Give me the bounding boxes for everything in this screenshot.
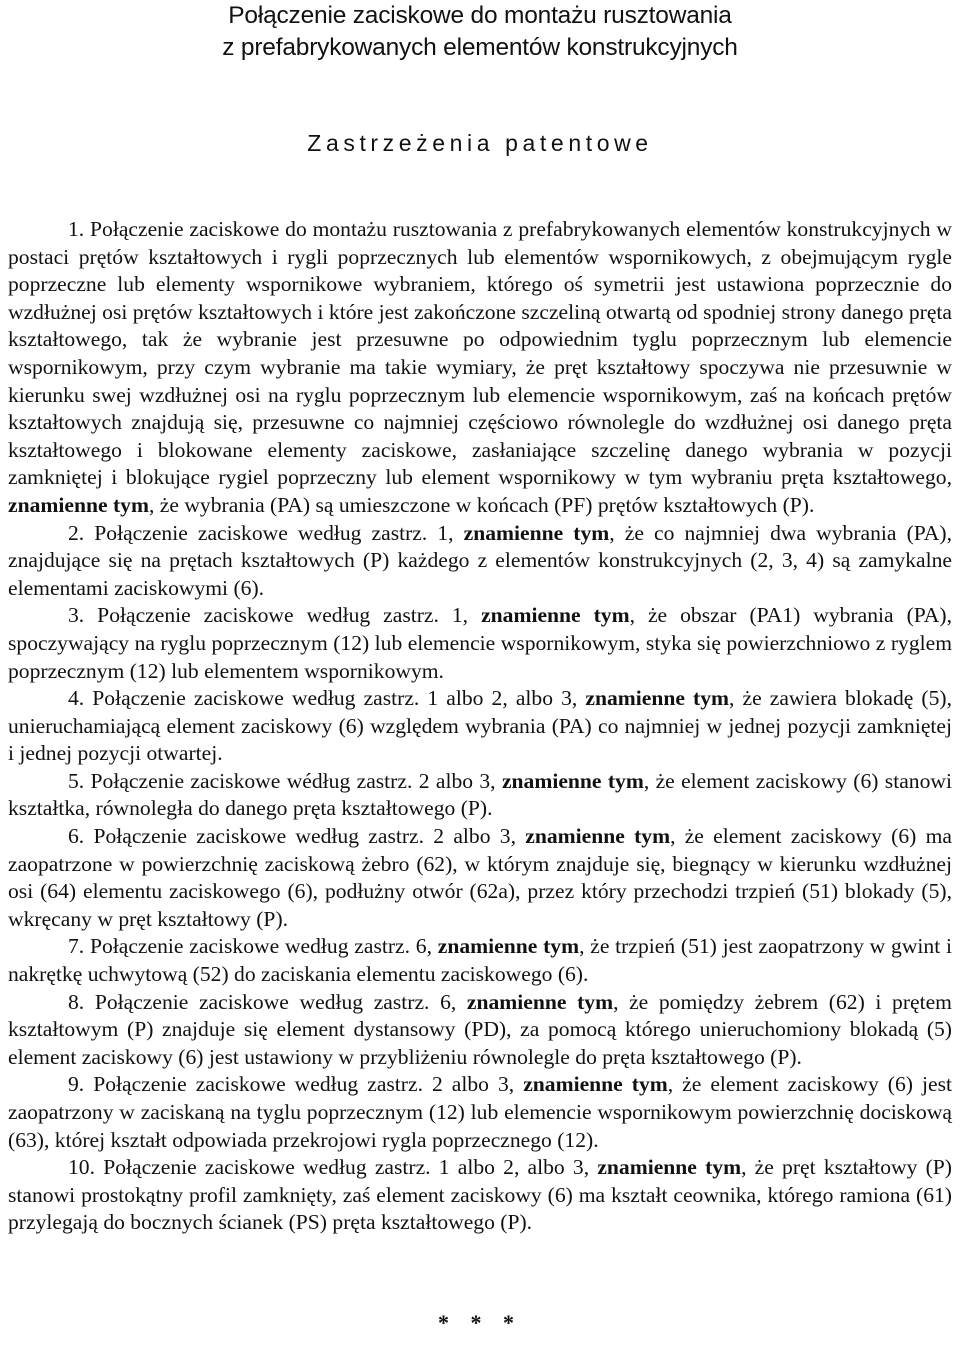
claim-7: 7. Połączenie zaciskowe według zastrz. 6, znamienne tym, że trzpień (51) jest zaopatrzony w gwint i nakrętkę uchwytową (52) do zaciskania elementu zaciskowego (6). [8,934,952,987]
claim-4: 4. Połączenie zaciskowe według zastrz. 1 albo 2, albo 3, znamienne tym, że zawiera blokadę (5), unieruchamiającą element zaciskowy (6) względem wybrania (PA) co najmniej w jednej pozycji zamkniętej i jednej pozycji otwartej. [8,686,952,766]
claims-list [8,216,952,1237]
document-title [0,0,960,64]
claim-10: 10. Połączenie zaciskowe według zastrz. 1 albo 2, albo 3, znamienne tym, że pręt kształtowy (P) stanowi prostokątny profil zamknięty, zaś element zaciskowy (6) ma kształt ceownika, którego ramiona (61) przylegają do bocznych ścianek (PS) pręta kształtowego (P). [8,1155,952,1235]
claim-8: 8. Połączenie zaciskowe według zastrz. 6, znamienne tym, że pomiędzy żebrem (62) i prętem kształtowym (P) znajduje się element dystansowy (PD), za pomocą którego unieruchomiony blokadą (5) element zaciskowy (6) jest ustawiony w przybliżeniu równolegle do pręta kształtowego (P). [8,989,952,1069]
claim-9: 9. Połączenie zaciskowe według zastrz. 2 albo 3, znamienne tym, że element zaciskowy (6) jest zaopatrzony w zaciskaną na tyglu poprzecznym (12) lub elemencie wspornikowym powierzchnię dociskową (63), której kształt odpowiada przekrojowi rygla poprzecznego (12). [8,1072,952,1152]
title-line-2: z prefabrykowanych elementów konstrukcyjnych [222,34,738,61]
claim-3: 3. Połączenie zaciskowe według zastrz. 1, znamienne tym, że obszar (PA1) wybrania (PA), spoczywający na ryglu poprzecznym (12) lub elemencie wspornikowym, styka się powierzchniowo z ryglem poprzecznym (12) lub elementem wspornikowym. [8,603,952,683]
end-mark: * * * [438,1310,522,1335]
claim-5: 5. Połączenie zaciskowe wédług zastrz. 2 albo 3, znamienne tym, że element zaciskowy (6) stanowi kształtka, równoległa do danego pręta kształtowego (P). [8,768,952,821]
title-line-1: Połączenie zaciskowe do montażu rusztowania [228,2,732,29]
claim-1: 1. Połączenie zaciskowe do montażu rusztowania z prefabrykowanych elementów konstrukcyjnych w postaci prętów kształtowych i rygli poprzecznych lub elementów wspornikowych, z obejmującym rygle poprzeczne lub elementy wspornikowe wybraniem, którego oś symetrii jest ustawiona poprzecznie do wzdłużnej osi prętów kształtowych i które jest zakończone szczeliną otwartą od spodniej strony danego pręta kształtowego, tak że wybranie jest przesuwne po odpowiednim tyglu poprzecznym lub elemencie wspornikowym, przy czym wybranie ma takie wymiary, że pręt kształtowy spoczywa nie przesuwnie w kierunku swej wzdłużnej osi na ryglu poprzecznym lub elemencie wspornikowym, zaś na końcach prętów kształtowych znajdują się, przesuwne co najmniej częściowo równolegle do wzdłużnej osi danego pręta kształtowego i blokowane elementy zaciskowe, zasłaniające szczelinę danego wybrania w pozycji zamkniętej i blokujące rygiel poprzeczny lub element wspornikowy w tym wybraniu pręta kształtowego, znamienne tym, że wybrania (PA) są umieszczone w końcach (PF) prętów kształtowych (P). [8,217,952,517]
section-heading: Zastrzeżenia patentowe [307,130,653,156]
claim-6: 6. Połączenie zaciskowe według zastrz. 2 albo 3, znamienne tym, że element zaciskowy (6) ma zaopatrzone w powierzchnię zaciskową żebro (62), w którym znajduje się, biegnący w kierunku wzdłużnej osi (64) elementu zaciskowego (6), podłużny otwór (62a), przez który przechodzi trzpień (51) blokady (5), wkręcany w pręt kształtowy (P). [8,824,952,931]
claim-2: 2. Połączenie zaciskowe według zastrz. 1, znamienne tym, że co najmniej dwa wybrania (PA), znajdujące się na prętach kształtowych (P) każdego z elementów konstrukcyjnych (2, 3, 4) są zamykalne elementami zaciskowymi (6). [8,520,952,600]
